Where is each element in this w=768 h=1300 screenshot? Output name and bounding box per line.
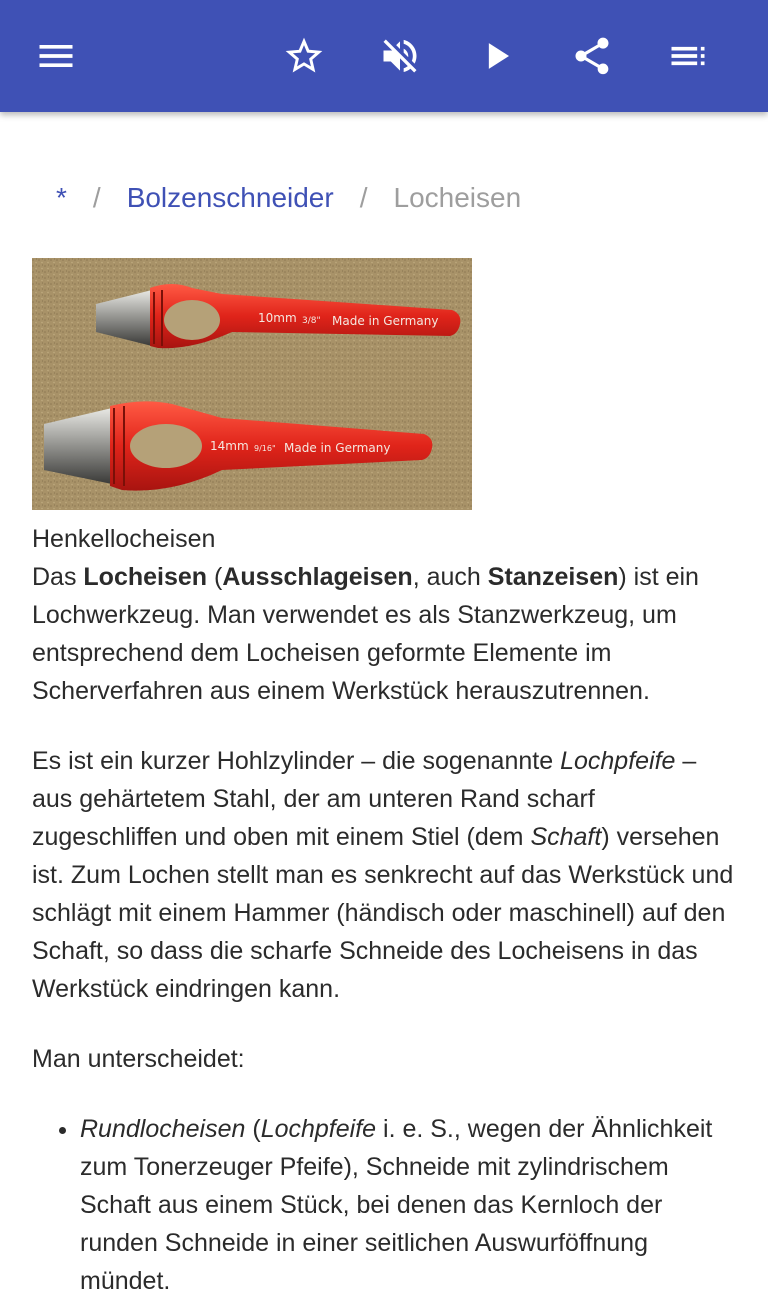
playlist-icon [666,34,710,78]
volume-off-icon [378,34,422,78]
text-run: ( [245,1115,261,1143]
breadcrumb-separator: / [359,182,368,213]
favorite-button[interactable] [276,28,332,84]
breadcrumb-home-link[interactable]: * [56,182,67,213]
star-outline-icon [282,34,326,78]
italic-term: Schaft [530,823,602,851]
italic-term: Lochpfeife [260,1115,377,1143]
article-paragraph-3: Man unterscheidet: [32,1045,245,1073]
types-list [32,1110,736,1300]
tool2-maker-label: Made in Germany [284,441,391,455]
menu-icon [34,34,78,78]
text-run: , auch [412,563,488,591]
tool2-size-label: 14mm [210,439,249,453]
mute-button[interactable] [372,28,428,84]
tool1-fraction-label: 3/8" [302,316,321,326]
bold-term: Ausschlageisen [222,563,413,591]
breadcrumb [56,178,521,218]
text-run: Es ist ein kurzer Hohlzylinder – die sogenannte [32,747,561,775]
share-button[interactable] [564,28,620,84]
tool2-fraction-label: 9/16" [254,444,276,453]
bold-term: Stanzeisen [487,563,619,591]
play-button[interactable] [470,28,526,84]
playlist-button[interactable] [660,28,716,84]
italic-term: Rundlocheisen [80,1115,246,1143]
article-content [32,520,736,1300]
image-caption: Henkellocheisen [32,525,216,553]
share-icon [570,34,614,78]
text-run: ) ist ein Lochwerkzeug. Man verwendet es als Stanzwerkzeug, um entsprechend dem Locheisen geformte Elemente im Scherverfahren aus einem Werkstück herauszutrennen. [32,563,699,705]
app-toolbar [0,0,768,112]
text-run: ) versehen ist. Zum Lochen stellt man es senkrecht auf das Werkstück und schlägt mit einem Hammer (händisch oder maschinell) auf den Schaft, so dass die scharfe Schneide des Locheisens in das Werkstück eindringen kann. [32,823,734,1003]
tool1-size-label: 10mm [258,311,297,325]
list-item [80,1110,736,1300]
article-paragraph-2 [32,742,736,1008]
breadcrumb-current: Locheisen [393,182,522,213]
text-run: Das [32,563,84,591]
breadcrumb-parent-link[interactable]: Bolzenschneider [126,182,334,213]
article-image[interactable] [32,258,472,510]
menu-button[interactable] [28,28,84,84]
text-run: ( [207,563,223,591]
tool1-maker-label: Made in Germany [332,314,439,328]
article-paragraph-1 [32,558,736,710]
play-icon [476,34,520,78]
bold-term: Locheisen [83,563,208,591]
text-run: i. e. S., wegen der Ähnlichkeit zum Tonerzeuger Pfeife), Schneide mit zylindrischem Schaft aus einem Stück, bei denen das Kernloch der runden Schneide in einer seitlichen Auswurföffnung mündet. [80,1115,713,1295]
text-run: – aus gehärtetem Stahl, der am unteren Rand scharf zugeschliffen und oben mit einem Stiel (dem [32,747,697,851]
breadcrumb-separator: / [92,182,101,213]
italic-term: Lochpfeife [560,747,676,775]
